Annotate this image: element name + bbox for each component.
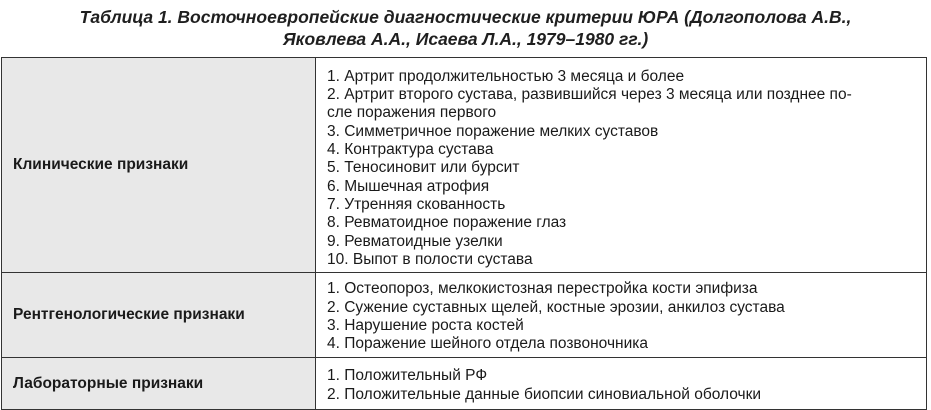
table-row-clinical <box>2 58 927 273</box>
table-row-xray <box>2 273 927 358</box>
list-item: 8. Ревматоидное поражение глаз <box>327 214 567 232</box>
list-item: 6. Мышечная атрофия <box>327 177 490 195</box>
table-row-lab <box>2 358 927 410</box>
table-caption <box>0 6 931 50</box>
row-items-lab <box>316 358 927 410</box>
caption-line-1: Таблица 1. Восточноевропейские диагностические критерии ЮРА (Долгополова А.В., <box>79 7 852 27</box>
row-label-clinical: Клинические признаки <box>2 58 316 273</box>
list-item: 2. Положительные данные биопсии синовиальной оболочки <box>327 385 762 403</box>
list-item: 2. Артрит второго сустава, развившийся через 3 месяца или позднее по- <box>327 86 852 104</box>
caption-line-2: Яковлева А.А., Исаева Л.А., 1979–1980 гг.) <box>282 29 649 49</box>
list-item: 10. Выпот в полости сустава <box>327 250 533 268</box>
list-item: 3. Нарушение роста костей <box>327 317 524 334</box>
list-item: 9. Ревматоидные узелки <box>327 232 503 250</box>
criteria-table <box>1 57 927 410</box>
list-item: 7. Утренняя скованность <box>327 195 506 213</box>
list-item: 1. Остеопороз, мелкокистозная перестройка кости эпифиза <box>327 280 758 298</box>
list-item: 5. Теносиновит или бурсит <box>327 159 520 177</box>
row-items-clinical <box>316 58 927 273</box>
list-item: 1. Артрит продолжительностью 3 месяца и более <box>327 67 685 85</box>
row-items-xray <box>316 273 927 358</box>
list-item: сле поражения первого <box>327 104 497 122</box>
list-item: 3. Симметричное поражение мелких суставов <box>327 122 659 140</box>
row-label-xray: Рентгенологические признаки <box>2 273 316 358</box>
list-item: 4. Поражение шейного отдела позвоночника <box>327 335 648 353</box>
list-item: 2. Сужение суставных щелей, костные эрозии, анкилоз сустава <box>327 298 785 316</box>
list-item: 4. Контрактура сустава <box>327 141 494 159</box>
row-label-lab: Лабораторные признаки <box>2 358 316 410</box>
list-item: 1. Положительный РФ <box>327 367 488 385</box>
